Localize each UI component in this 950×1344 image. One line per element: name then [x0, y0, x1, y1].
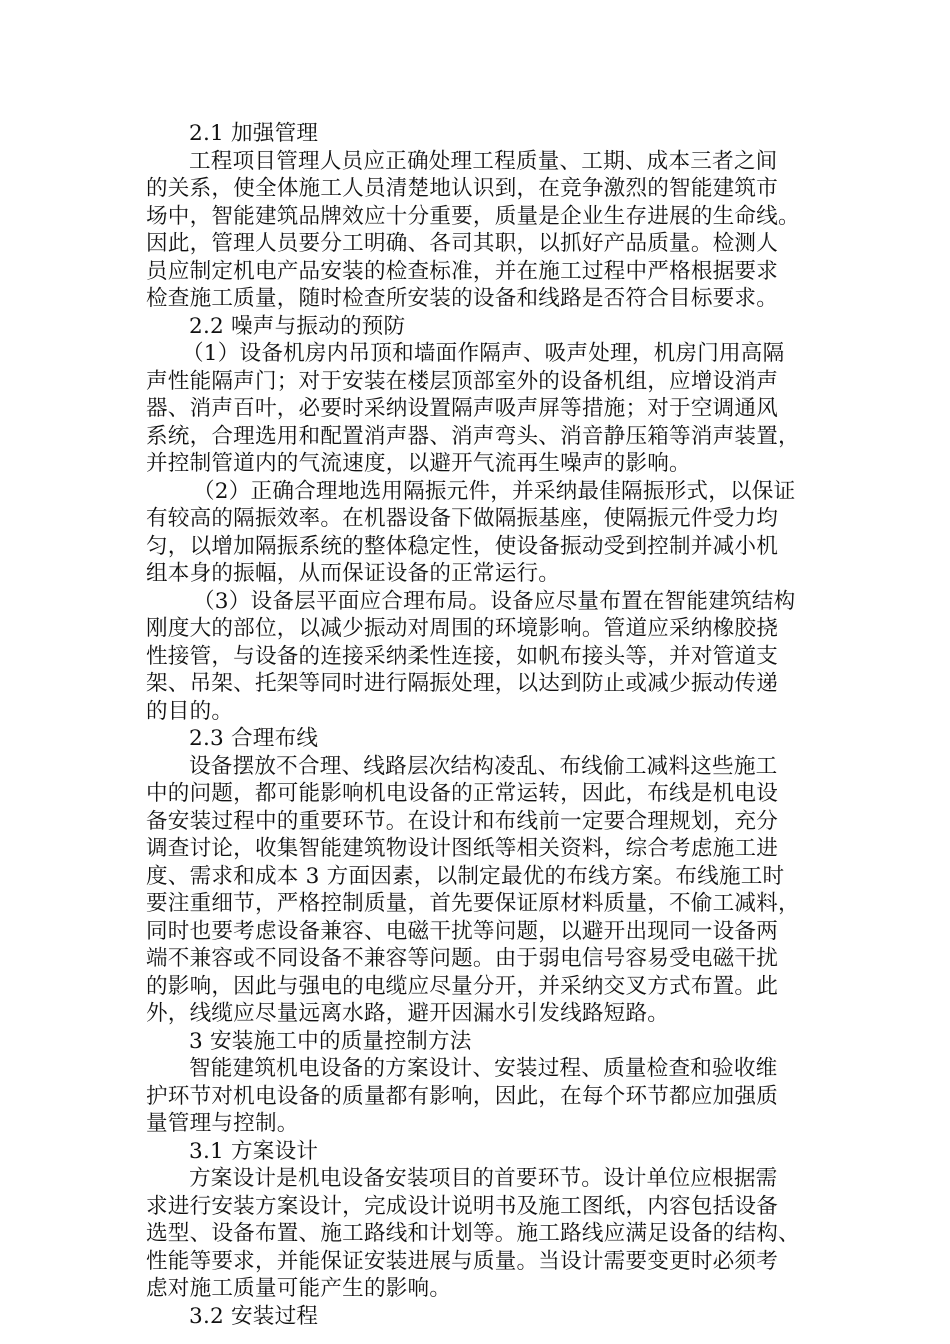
text-line: 要注重细节，严格控制质量，首先要保证原材料质量，不偷工减料， — [146, 891, 800, 916]
text-line: 3.1 方案设计 — [189, 1138, 319, 1164]
text-line: 外，线缆应尽量远离水路，避开因漏水引发线路短路。 — [146, 1001, 670, 1026]
text-line: 匀，以增加隔振系统的整体稳定性，使设备振动受到控制并减小机 — [146, 533, 779, 559]
text-line: 员应制定机电产品安装的检查标准，并在施工过程中严格根据要求 — [146, 258, 779, 284]
text-line: 2.3 合理布线 — [189, 726, 319, 751]
text-line: 因此，管理人员要分工明确、各司其职，以抓好产品质量。检测人 — [146, 231, 779, 256]
text-line: 刚度大的部位，以减少振动对周围的环境影响。管道应采纳橡胶挠 — [146, 616, 779, 641]
text-line: 求进行安装方案设计，完成设计说明书及施工图纸，内容包括设备 — [146, 1193, 779, 1219]
text-line: 检查施工质量，随时检查所安装的设备和线路是否符合目标要求。 — [146, 286, 779, 311]
text-line: 的关系，使全体施工人员清楚地认识到，在竞争激烈的智能建筑市 — [146, 176, 779, 201]
text-line: 组本身的振幅，从而保证设备的正常运行。 — [146, 561, 561, 586]
document-body — [146, 120, 814, 1330]
text-line: 的影响，因此与强电的电缆应尽量分开，并采纳交叉方式布置。此 — [146, 973, 779, 999]
text-line: 场中，智能建筑品牌效应十分重要，质量是企业生存进展的生命线。 — [146, 203, 800, 229]
text-line: 同时也要考虑设备兼容、电磁干扰等问题，以避开出现同一设备两 — [146, 918, 779, 944]
text-line: 2.2 噪声与振动的预防 — [189, 313, 406, 339]
text-line: 设备摆放不合理、线路层次结构凌乱、布线偷工减料这些施工 — [189, 753, 778, 779]
text-line: （1）设备机房内吊顶和墙面作隔声、吸声处理，机房门用高隔 — [182, 341, 785, 366]
text-line: （2）正确合理地选用隔振元件，并采纳最佳隔振形式，以保证 — [193, 478, 796, 504]
text-line: 性能等要求，并能保证安装进展与质量。当设计需要变更时必须考 — [146, 1248, 779, 1274]
text-line: 并控制管道内的气流速度，以避开气流再生噪声的影响。 — [146, 451, 691, 476]
text-line: 3.2 安装过程 — [189, 1303, 319, 1329]
text-line: 备安装过程中的重要环节。在设计和布线前一定要合理规划，充分 — [146, 808, 779, 834]
text-line: 性接管，与设备的连接采纳柔性连接，如帆布接头等，并对管道支 — [146, 643, 779, 669]
text-line: 2.1 加强管理 — [189, 121, 319, 146]
text-line: 器、消声百叶，必要时采纳设置隔声吸声屏等措施；对于空调通风 — [146, 396, 779, 421]
text-line: 虑对施工质量可能产生的影响。 — [146, 1276, 452, 1301]
text-line: 护环节对机电设备的质量都有影响，因此，在每个环节都应加强质 — [146, 1083, 779, 1109]
text-line: 架、吊架、托架等同时进行隔振处理，以达到防止或减少振动传递 — [146, 671, 779, 696]
text-line: 端不兼容或不同设备不兼容等问题。由于弱电信号容易受电磁干扰 — [146, 946, 779, 971]
text-line: 系统，合理选用和配置消声器、消声弯头、消音静压箱等消声装置， — [146, 423, 800, 449]
text-line: 工程项目管理人员应正确处理工程质量、工期、成本三者之间 — [189, 148, 778, 174]
text-line: （3）设备层平面应合理布局。设备应尽量布置在智能建筑结构 — [193, 588, 796, 614]
text-line: 智能建筑机电设备的方案设计、安装过程、质量检查和验收维 — [189, 1056, 778, 1081]
text-line: 量管理与控制。 — [146, 1111, 299, 1136]
text-line: 度、需求和成本 3 方面因素，以制定最优的布线方案。布线施工时 — [146, 863, 785, 889]
text-line: 选型、设备布置、施工路线和计划等。施工路线应满足设备的结构、 — [146, 1221, 800, 1246]
text-line: 方案设计是机电设备安装项目的首要环节。设计单位应根据需 — [189, 1166, 778, 1191]
text-line: 有较高的隔振效率。在机器设备下做隔振基座，使隔振元件受力均 — [146, 506, 779, 531]
text-line: 的目的。 — [146, 698, 234, 724]
text-line: 中的问题，都可能影响机电设备的正常运转，因此，布线是机电设 — [146, 781, 779, 806]
text-line: 调查讨论，收集智能建筑物设计图纸等相关资料，综合考虑施工进 — [146, 836, 779, 861]
text-line: 声性能隔声门；对于安装在楼层顶部室外的设备机组，应增设消声 — [146, 368, 779, 394]
text-line: 3 安装施工中的质量控制方法 — [189, 1028, 472, 1054]
